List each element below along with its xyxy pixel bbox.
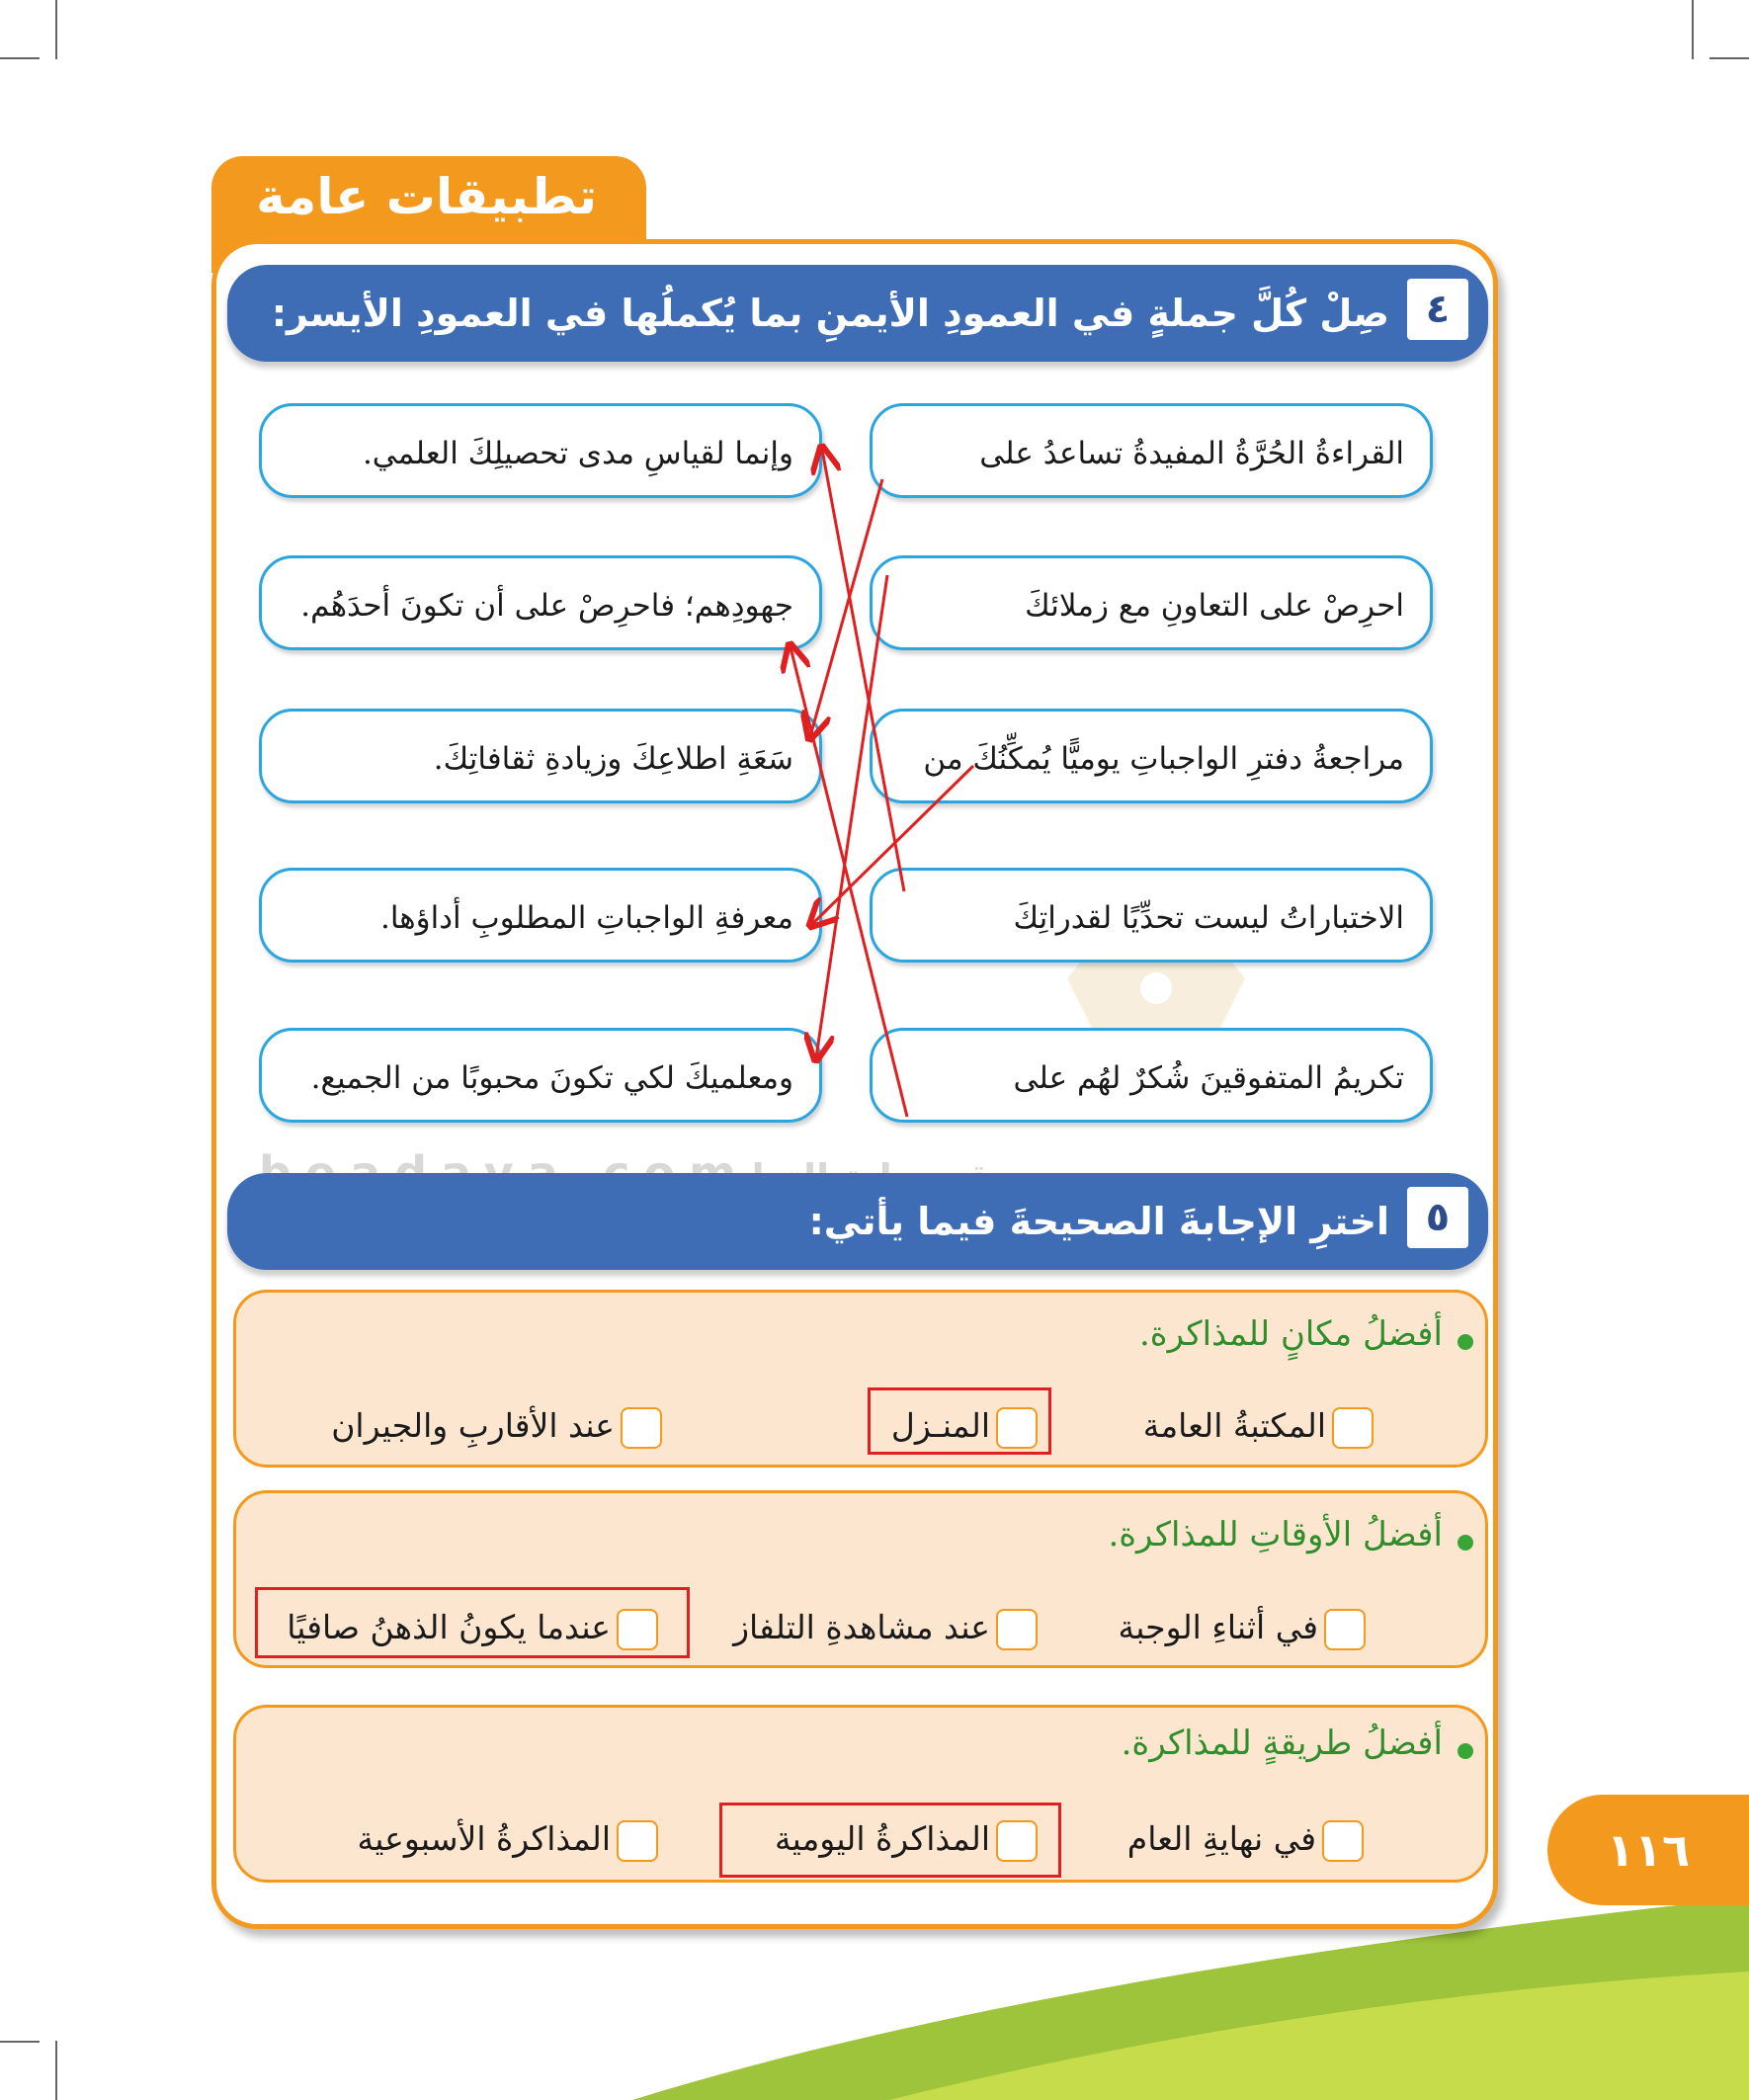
question-stem-3: أفضلُ طريقةٍ للمذاكرة.	[1121, 1723, 1443, 1763]
checkbox[interactable]	[617, 1820, 658, 1862]
bullet-icon	[1458, 1743, 1473, 1759]
option-2-2[interactable]: عند مشاهدةِ التلفاز	[733, 1603, 1038, 1652]
option-3-2[interactable]: المذاكرةُ اليومية	[775, 1814, 1038, 1864]
match-left-4[interactable]: معرفةِ الواجباتِ المطلوبِ أداؤها.	[259, 868, 822, 963]
match-right-1[interactable]: القراءةُ الحُرَّةُ المفيدةُ تساعدُ على	[870, 403, 1433, 498]
match-left-2[interactable]: جهودِهم؛ فاحرِصْ على أن تكونَ أحدَهُم.	[259, 555, 822, 650]
answer-mark	[719, 1803, 1061, 1878]
match-right-4[interactable]: الاختباراتُ ليست تحدِّيًا لقدراتِكَ	[870, 868, 1433, 963]
match-left-1[interactable]: وإنما لقياسِ مدى تحصيلِكَ العلمي.	[259, 403, 822, 498]
answer-mark	[255, 1587, 690, 1658]
checkbox[interactable]	[1324, 1609, 1366, 1650]
checkbox[interactable]	[1332, 1407, 1374, 1449]
match-right-3[interactable]: مراجعةُ دفترِ الواجباتِ يوميًّا يُمكِّنُكَ من	[870, 709, 1433, 803]
option-2-3[interactable]: عندما يكونُ الذهنُ صافيًا	[287, 1603, 658, 1652]
option-1-3[interactable]: عند الأقاربِ والجيران	[331, 1401, 662, 1451]
option-1-1[interactable]: المكتبةُ العامة	[1143, 1401, 1374, 1451]
checkbox[interactable]	[1322, 1820, 1364, 1862]
checkbox[interactable]	[621, 1407, 662, 1449]
page-title: تطبيقات عامة	[256, 168, 597, 225]
question-4-instruction: صِلْ كُلَّ جملةٍ في العمودِ الأيمنِ بما يُكملُها في العمودِ الأيسر:	[271, 292, 1389, 335]
question-stem-2: أفضلُ الأوقاتِ للمذاكرة.	[1108, 1515, 1443, 1554]
option-1-2[interactable]: المنـزل	[891, 1401, 1038, 1451]
match-left-5[interactable]: ومعلميكَ لكي تكونَ محبوبًا من الجميع.	[259, 1028, 822, 1123]
match-line	[791, 647, 907, 1117]
match-right-2[interactable]: احرِصْ على التعاونِ مع زملائكَ	[870, 555, 1433, 650]
question-5-number: ٥	[1407, 1187, 1468, 1248]
checkbox[interactable]	[996, 1609, 1038, 1650]
question-5-header	[227, 1173, 1488, 1270]
option-3-1[interactable]: في نهايةِ العام	[1127, 1814, 1364, 1864]
option-2-1[interactable]: في أثناءِ الوجبة	[1119, 1603, 1366, 1652]
match-right-5[interactable]: تكريمُ المتفوقينَ شُكرٌ لهُم على	[870, 1028, 1433, 1123]
bullet-icon	[1458, 1334, 1473, 1350]
question-4-number: ٤	[1407, 279, 1468, 340]
match-line	[812, 766, 973, 924]
match-line	[816, 575, 887, 1057]
answer-mark	[868, 1387, 1051, 1455]
match-left-3[interactable]: سَعَةِ اطلاعِكَ وزيادةِ ثقافاتِكَ.	[259, 709, 822, 803]
question-stem-1: أفضلُ مكانٍ للمذاكرة.	[1139, 1314, 1443, 1354]
bullet-icon	[1458, 1535, 1473, 1551]
page-number: ١١٦	[1606, 1823, 1691, 1877]
question-5-instruction: اخترِ الإجابةَ الصحيحةَ فيما يأتي:	[808, 1200, 1389, 1243]
option-3-3[interactable]: المذاكرةُ الأسبوعية	[358, 1814, 658, 1864]
match-line	[810, 479, 882, 736]
